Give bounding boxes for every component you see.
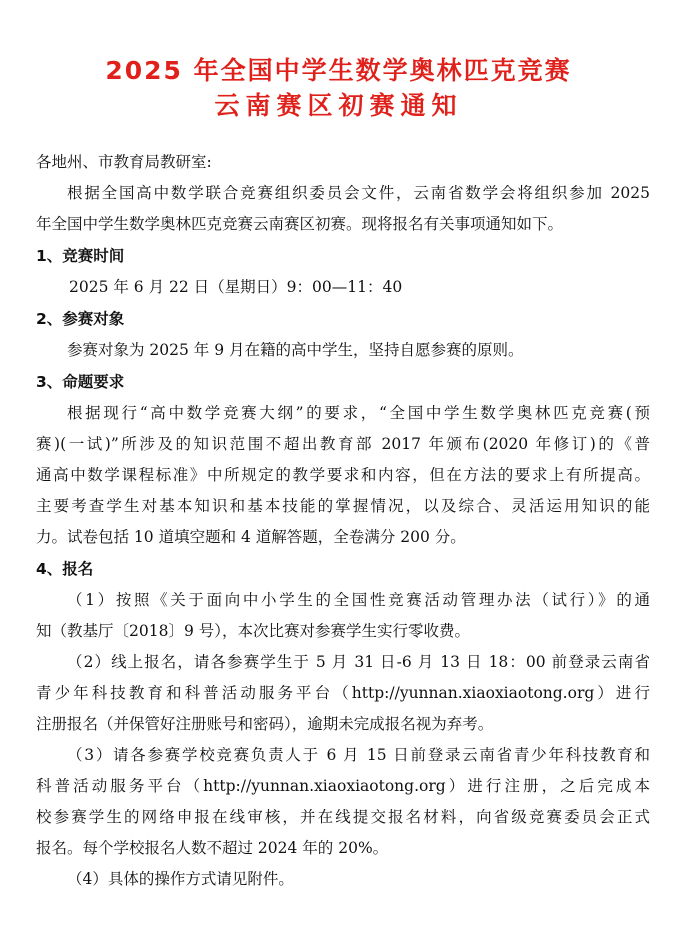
participants-text: 参赛对象为 2025 年 9 月在籍的高中学生，坚持自愿参赛的原则。 — [67, 341, 524, 359]
intro-line-1: 根据全国高中数学联合竞赛组织委员会文件，云南省数学会将组织参加 2025 — [67, 184, 650, 202]
registration-p2-line-1: （2）线上报名，请各参赛学生于 5 月 31 日-6 月 13 日 18：00 前登录云南省 — [67, 653, 650, 671]
title-line-1: 2025 年全国中学生数学奥林匹克竞赛 — [105, 56, 572, 85]
registration-p2-line-3: 注册报名（并保管好注册账号和密码），逾期未完成报名视为弃考。 — [36, 715, 494, 733]
registration-p3-line-2: 科普活动服务平台（http://yunnan.xiaoxiaotong.org）进行注册，之后完成本 — [36, 777, 650, 795]
section-heading-time: 1、竞赛时间 — [36, 247, 125, 265]
requirements-line-3: 通高中数学课程标准》中所规定的教学要求和内容，但在方法的要求上有所提高。 — [36, 466, 650, 484]
requirements-line-5: 力。试卷包括 10 道填空题和 4 道解答题，全卷满分 200 分。 — [36, 528, 466, 546]
title-line-2: 云南赛区初赛通知 — [214, 91, 463, 120]
registration-p1-line-1: （1）按照《关于面向中小学生的全国性竞赛活动管理办法（试行）》的通 — [67, 591, 650, 609]
registration-p3-line-4: 报名。每个学校报名人数不超过 2024 年的 20%。 — [36, 839, 389, 857]
section-heading-requirements: 3、命题要求 — [36, 373, 125, 391]
registration-p4-line-1: （4）具体的操作方式请见附件。 — [67, 870, 294, 888]
registration-p1-line-2: 知（教基厅〔2018〕9 号），本次比赛对参赛学生实行零收费。 — [36, 622, 470, 640]
registration-p3-line-1: （3）请各参赛学校竞赛负责人于 6 月 15 日前登录云南省青少年科技教育和 — [67, 746, 650, 764]
requirements-line-2: 赛)(一试)”所涉及的知识范围不超出教育部 2017 年颁布(2020 年修订)的《普 — [36, 435, 650, 453]
requirements-line-4: 主要考查学生对基本知识和基本技能的掌握情况，以及综合、灵活运用知识的能 — [36, 497, 650, 515]
intro-line-2: 年全国中学生数学奥林匹克竞赛云南赛区初赛。现将报名有关事项通知如下。 — [36, 215, 564, 233]
requirements-line-1: 根据现行“高中数学竞赛大纲”的要求，“全国中学生数学奥林匹克竞赛(预 — [67, 404, 650, 422]
time-text: 2025 年 6 月 22 日（星期日）9：00—11：40 — [69, 278, 403, 296]
section-heading-registration: 4、报名 — [36, 560, 94, 578]
registration-p2-line-2: 青少年科技教育和科普活动服务平台（http://yunnan.xiaoxiaotong.org）进行 — [36, 684, 650, 702]
salutation: 各地州、市教育局教研室: — [36, 153, 212, 171]
section-heading-participants: 2、参赛对象 — [36, 310, 125, 328]
registration-p3-line-3: 校参赛学生的网络申报在线审核，并在线提交报名材料，向省级竞赛委员会正式 — [36, 808, 650, 826]
